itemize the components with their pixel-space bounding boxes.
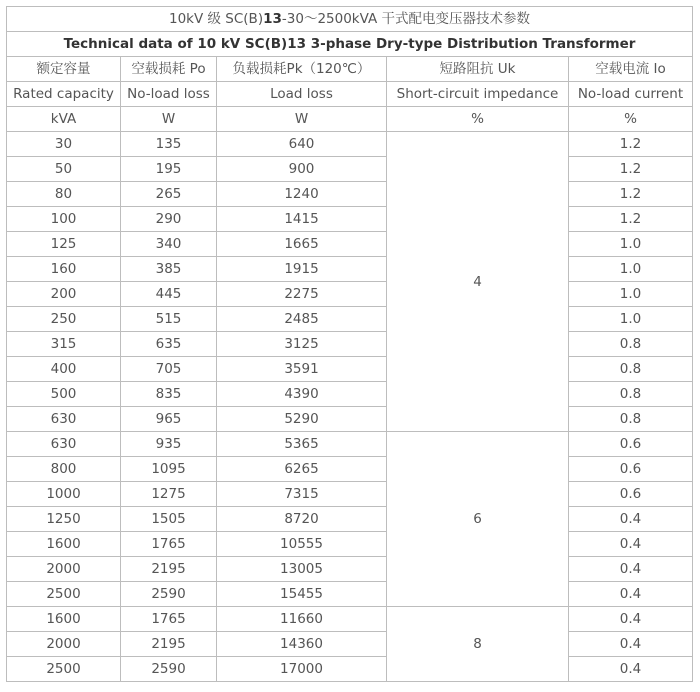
- cell-capacity: 200: [7, 282, 121, 307]
- table-row: [7, 582, 693, 607]
- cell-noload-current: 1.2: [569, 207, 693, 232]
- cell-noload-current: 1.0: [569, 232, 693, 257]
- cell-capacity: 50: [7, 157, 121, 182]
- cell-load-loss: 7315: [217, 482, 387, 507]
- cell-noload-loss: 2195: [121, 632, 217, 657]
- table-row: [7, 532, 693, 557]
- cell-noload-loss: 1765: [121, 607, 217, 632]
- cell-load-loss: 1240: [217, 182, 387, 207]
- header-row-unit: [7, 107, 693, 132]
- table-row: [7, 357, 693, 382]
- title-row-en: [7, 32, 693, 57]
- table-row: [7, 132, 693, 157]
- cell-noload-loss: 2590: [121, 582, 217, 607]
- table-row: [7, 557, 693, 582]
- cell-noload-current: 0.4: [569, 557, 693, 582]
- cell-noload-loss: 340: [121, 232, 217, 257]
- cell-noload-current: 0.4: [569, 582, 693, 607]
- cell-noload-current: 0.4: [569, 532, 693, 557]
- cell-load-loss: 1665: [217, 232, 387, 257]
- cell-capacity: 1600: [7, 532, 121, 557]
- cell-noload-loss: 1095: [121, 457, 217, 482]
- cell-noload-current: 0.4: [569, 632, 693, 657]
- cell-load-loss: 8720: [217, 507, 387, 532]
- table-row: [7, 257, 693, 282]
- header-load-loss-cn: 负载损耗Pk（120℃）: [217, 57, 387, 82]
- table-row: [7, 457, 693, 482]
- cell-noload-current: 1.0: [569, 307, 693, 332]
- cell-capacity: 500: [7, 382, 121, 407]
- cell-capacity: 800: [7, 457, 121, 482]
- cell-capacity: 400: [7, 357, 121, 382]
- cell-noload-current: 1.2: [569, 132, 693, 157]
- table-title-cn: [7, 7, 693, 32]
- cell-capacity: 2000: [7, 632, 121, 657]
- cell-capacity: 100: [7, 207, 121, 232]
- table-row: [7, 232, 693, 257]
- table-row: [7, 382, 693, 407]
- table-row: [7, 157, 693, 182]
- cell-load-loss: 14360: [217, 632, 387, 657]
- table-row: [7, 482, 693, 507]
- cell-load-loss: 2275: [217, 282, 387, 307]
- cell-noload-loss: 195: [121, 157, 217, 182]
- cell-load-loss: 1415: [217, 207, 387, 232]
- cell-noload-current: 0.4: [569, 607, 693, 632]
- cell-noload-current: 0.8: [569, 407, 693, 432]
- cell-noload-current: 0.8: [569, 357, 693, 382]
- cell-capacity: 2500: [7, 657, 121, 682]
- table-row: [7, 507, 693, 532]
- cell-impedance-group-3: 8: [387, 607, 569, 682]
- cell-noload-loss: 635: [121, 332, 217, 357]
- header-impedance-en: Short-circuit impedance: [387, 82, 569, 107]
- cell-load-loss: 11660: [217, 607, 387, 632]
- cell-noload-loss: 835: [121, 382, 217, 407]
- header-noload-current-en: No-load current: [569, 82, 693, 107]
- cell-noload-current: 1.2: [569, 157, 693, 182]
- header-row-en: [7, 82, 693, 107]
- header-impedance-cn: 短路阻抗 Uk: [387, 57, 569, 82]
- table-row: [7, 407, 693, 432]
- cell-noload-loss: 135: [121, 132, 217, 157]
- cell-impedance-group-2: 6: [387, 432, 569, 607]
- cell-load-loss: 13005: [217, 557, 387, 582]
- table-row: [7, 607, 693, 632]
- cell-noload-loss: 705: [121, 357, 217, 382]
- cell-capacity: 30: [7, 132, 121, 157]
- cell-capacity: 125: [7, 232, 121, 257]
- cell-load-loss: 3125: [217, 332, 387, 357]
- cell-load-loss: 2485: [217, 307, 387, 332]
- cell-load-loss: 15455: [217, 582, 387, 607]
- cell-noload-current: 1.0: [569, 257, 693, 282]
- table-row: [7, 282, 693, 307]
- cell-noload-current: 1.2: [569, 182, 693, 207]
- table-row: [7, 307, 693, 332]
- cell-noload-current: 0.6: [569, 482, 693, 507]
- table-row: [7, 182, 693, 207]
- cell-noload-loss: 1505: [121, 507, 217, 532]
- cell-load-loss: 17000: [217, 657, 387, 682]
- spec-table-container: [6, 6, 693, 682]
- cell-load-loss: 5290: [217, 407, 387, 432]
- header-noload-loss-cn: 空载损耗 Po: [121, 57, 217, 82]
- table-row: [7, 432, 693, 457]
- cell-load-loss: 10555: [217, 532, 387, 557]
- cell-load-loss: 4390: [217, 382, 387, 407]
- cell-noload-current: 0.4: [569, 507, 693, 532]
- cell-noload-current: 0.4: [569, 657, 693, 682]
- cell-noload-loss: 965: [121, 407, 217, 432]
- cell-capacity: 1000: [7, 482, 121, 507]
- cell-noload-current: 0.8: [569, 382, 693, 407]
- cell-load-loss: 6265: [217, 457, 387, 482]
- header-capacity-cn: 额定容量: [7, 57, 121, 82]
- cell-noload-loss: 385: [121, 257, 217, 282]
- header-noload-current-cn: 空载电流 Io: [569, 57, 693, 82]
- table-row: [7, 632, 693, 657]
- cell-load-loss: 900: [217, 157, 387, 182]
- cell-load-loss: 5365: [217, 432, 387, 457]
- header-capacity-en: Rated capacity: [7, 82, 121, 107]
- table-row: [7, 207, 693, 232]
- header-noload-current-unit: %: [569, 107, 693, 132]
- header-impedance-unit: %: [387, 107, 569, 132]
- cell-noload-current: 0.6: [569, 457, 693, 482]
- title-cn-prefix: 10kV 级 SC(B): [168, 11, 264, 27]
- cell-noload-loss: 2590: [121, 657, 217, 682]
- cell-noload-loss: 935: [121, 432, 217, 457]
- cell-noload-loss: 515: [121, 307, 217, 332]
- cell-load-loss: 3591: [217, 357, 387, 382]
- cell-capacity: 80: [7, 182, 121, 207]
- cell-noload-loss: 445: [121, 282, 217, 307]
- cell-capacity: 1600: [7, 607, 121, 632]
- cell-load-loss: 1915: [217, 257, 387, 282]
- cell-noload-loss: 2195: [121, 557, 217, 582]
- transformer-spec-table: [6, 6, 693, 682]
- cell-noload-loss: 265: [121, 182, 217, 207]
- cell-noload-current: 0.6: [569, 432, 693, 457]
- header-capacity-unit: kVA: [7, 107, 121, 132]
- header-load-loss-unit: W: [217, 107, 387, 132]
- cell-noload-current: 1.0: [569, 282, 693, 307]
- cell-impedance-group-1: 4: [387, 132, 569, 432]
- cell-noload-loss: 290: [121, 207, 217, 232]
- cell-noload-loss: 1275: [121, 482, 217, 507]
- cell-capacity: 315: [7, 332, 121, 357]
- title-cn-bold: 13: [263, 11, 282, 27]
- header-load-loss-en: Load loss: [217, 82, 387, 107]
- cell-capacity: 160: [7, 257, 121, 282]
- table-row: [7, 332, 693, 357]
- title-cn-suffix: -30～2500kVA 干式配电变压器技术参数: [281, 11, 531, 27]
- cell-capacity: 630: [7, 432, 121, 457]
- cell-load-loss: 640: [217, 132, 387, 157]
- cell-capacity: 250: [7, 307, 121, 332]
- cell-capacity: 1250: [7, 507, 121, 532]
- table-row: [7, 657, 693, 682]
- cell-capacity: 2500: [7, 582, 121, 607]
- header-noload-loss-unit: W: [121, 107, 217, 132]
- cell-capacity: 630: [7, 407, 121, 432]
- header-row-cn: [7, 57, 693, 82]
- cell-noload-current: 0.8: [569, 332, 693, 357]
- cell-noload-loss: 1765: [121, 532, 217, 557]
- table-title-en: Technical data of 10 kV SC(B)13 3-phase Dry-type Distribution Transformer: [7, 32, 693, 57]
- header-noload-loss-en: No-load loss: [121, 82, 217, 107]
- title-row-cn: [7, 7, 693, 32]
- cell-capacity: 2000: [7, 557, 121, 582]
